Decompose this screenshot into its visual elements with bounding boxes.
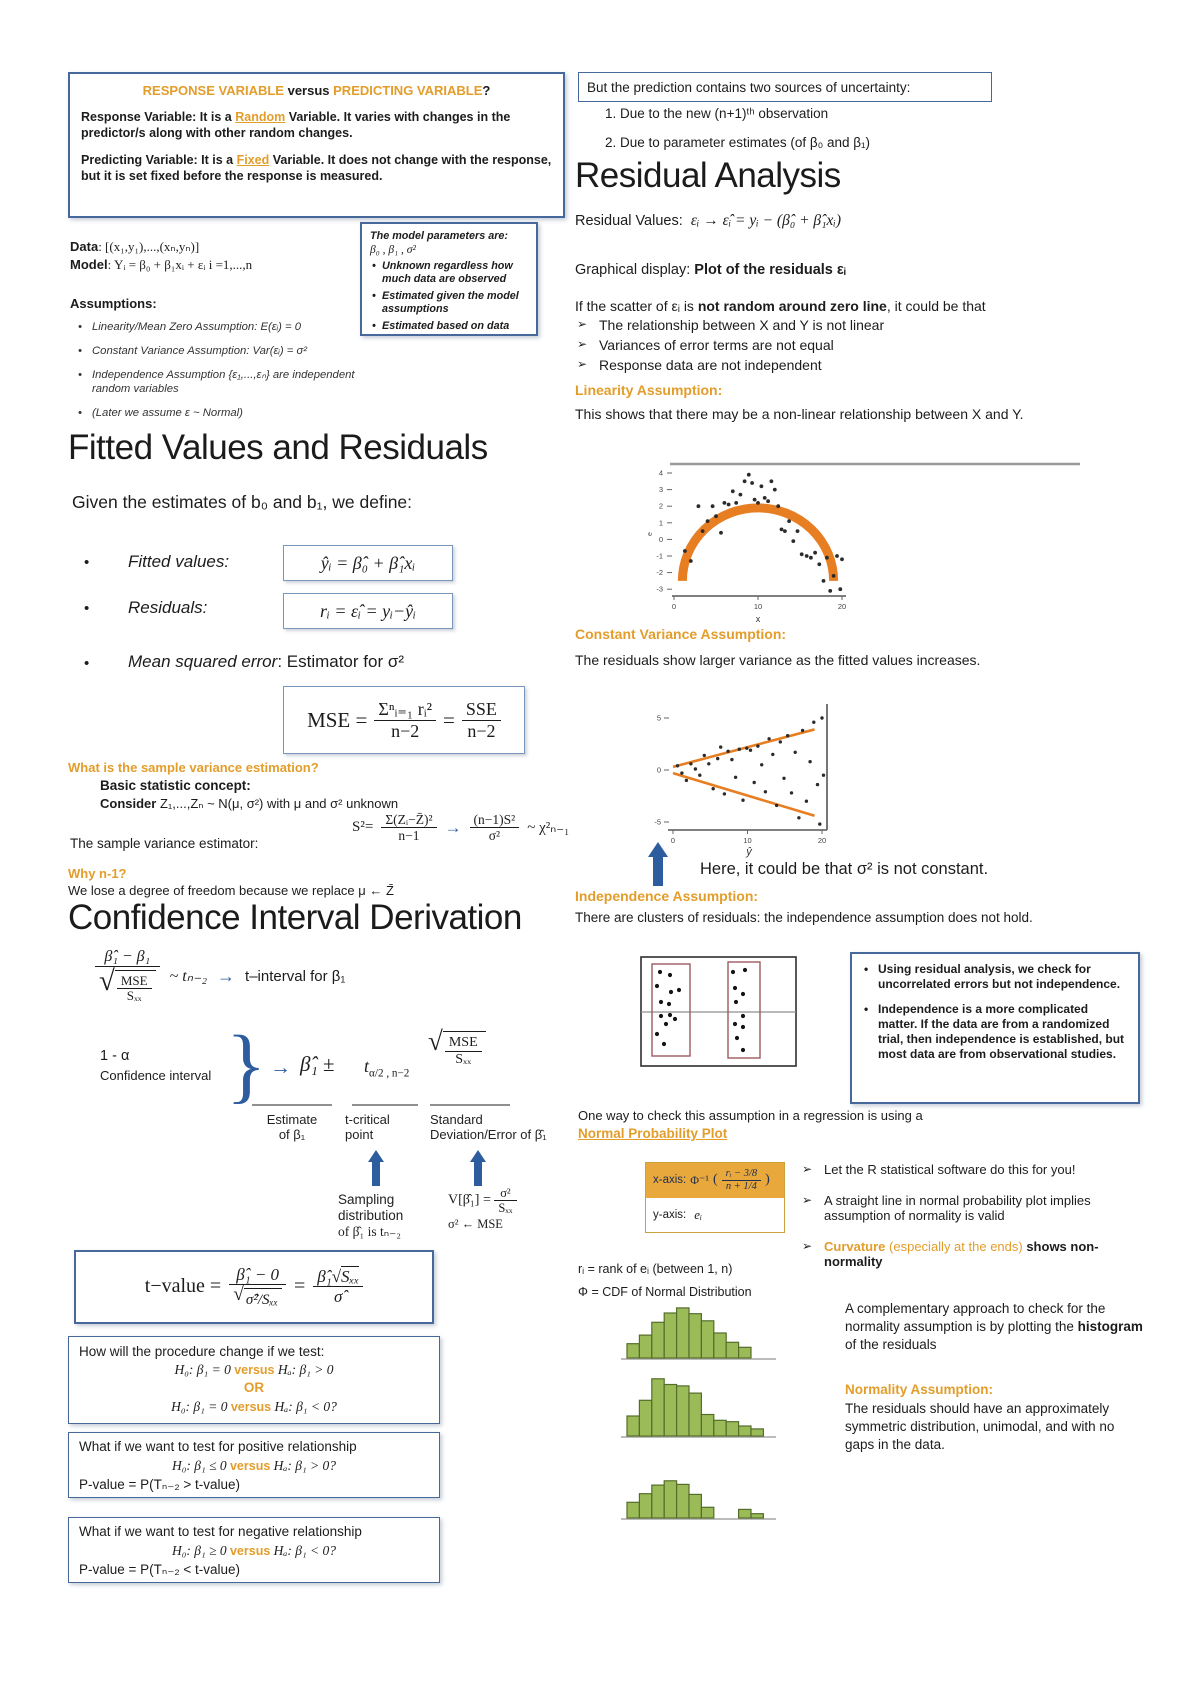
svg-text:0: 0 <box>656 765 661 775</box>
svg-text:4: 4 <box>658 468 663 478</box>
variance-plot-svg <box>635 698 870 860</box>
how-will-procedure-box: How will the procedure change if we test: H₀: β₁ = 0 versus Hₐ: β₁ > 0 OR H₀: β₁ = 0 versus Hₐ: β₁ < 0? <box>68 1336 440 1424</box>
svg-text:0: 0 <box>671 602 677 611</box>
clusters-plot-svg <box>640 956 798 1068</box>
fitted-values-heading: Fitted Values and Residuals <box>68 428 488 467</box>
histogram-1-svg <box>618 1298 780 1366</box>
one-way-line: One way to check this assumption in a regression is using a <box>578 1108 923 1123</box>
residual-analysis-side-box <box>850 952 1140 1104</box>
uncertainty-box: But the prediction contains two sources of uncertainty: <box>578 72 992 102</box>
svg-text:20: 20 <box>837 602 847 611</box>
brace-icon: } <box>226 1019 267 1112</box>
hypothesis-line: H₀: β₁ ≥ 0 versus Hₐ: β₁ < 0? <box>171 1542 337 1558</box>
random-link: Random <box>235 109 286 124</box>
normality-text: The residuals should have an approximately symmetric distribution, unimodal, and with no gaps in the data. <box>845 1401 1115 1453</box>
t-value-formula-box: t−value = β̂₁ − 0 √ σ̂²/Sₓₓ = $\frac{\text{β̂₁√Sₓₓ}}{\sigmâ}$ <box>74 1250 434 1324</box>
assumptions-block <box>70 296 370 431</box>
model-parameters-box <box>360 222 538 336</box>
svg-text:-2: -2 <box>656 568 663 578</box>
variance-of-beta-note: V[β̂₁] = $\frac{\text{σ²}}{\text{Sₓₓ}}$ σ² ← MSE <box>448 1186 517 1232</box>
negative-relationship-box: What if we want to test for negative relationship H₀: β₁ ≥ 0 versus Hₐ: β₁ < 0? P-value = P(Tₙ₋₂ < t-value) <box>68 1517 440 1583</box>
given-estimates-line: Given the estimates of b₀ and b₁, we define: <box>72 492 413 512</box>
histogram-3-svg <box>618 1458 780 1526</box>
params-bullet: • Estimated given the model assumptions <box>370 290 528 317</box>
svg-text:0: 0 <box>670 836 676 845</box>
complementary-paragraph: A complementary approach to check for the normality assumption is by plotting the histogram of the residuals <box>845 1301 1143 1353</box>
cdf-note: Φ = CDF of Normal Distribution <box>578 1285 752 1299</box>
params-bullet: • Estimated based on data <box>370 320 528 333</box>
one-alpha-block: 1 - α Confidence interval <box>100 1048 212 1083</box>
fixed-link: Fixed <box>236 152 270 167</box>
up-arrow-icon <box>648 842 668 886</box>
arrow-right-icon: → <box>270 1056 291 1079</box>
hypothesis-line-1: H₀: β₁ = 0 versus Hₐ: β₁ > 0 <box>174 1362 334 1378</box>
rank-note: rᵢ = rank of eᵢ (between 1, n) <box>578 1262 733 1276</box>
ci-derivation-formula: β̂₁ − β₁ √ $\frac{\text{MSE}}{\text{Sₓₓ}}$ ~ tₙ₋₂ → t–interval for β₁ <box>95 948 345 1004</box>
fitted-values-label: Fitted values: <box>128 552 230 571</box>
residual-analysis-heading: Residual Analysis <box>575 156 841 195</box>
x-axis-cell: x-axis: Φ⁻¹ ( $\frac{\text{rᵢ − 3/8}}{n + 1/4}$ ) <box>646 1163 784 1198</box>
data-line: Data: [(x₁,y₁),...,(xₙ,yₙ)] <box>70 239 200 254</box>
sigma-not-constant-note: Here, it could be that σ² is not constant. <box>700 860 989 878</box>
svg-text:5: 5 <box>656 713 661 723</box>
bullet-dot: • <box>84 655 90 672</box>
scatter-paragraph: If the scatter of εᵢ is not random around zero line, it could be that ➢ The relationship between X and Y is not linear ➢ Variances of error terms are not equal ➢ Response data are not independent <box>575 298 1140 377</box>
assumption-item: • Constant Variance Assumption: Var(εᵢ) = σ² <box>76 344 370 358</box>
hypothesis-line: H₀: β₁ ≤ 0 versus Hₐ: β₁ > 0? <box>171 1457 337 1473</box>
response-variable-paragraph: Response Variable: It is a Random Variable. It varies with changes in the predictor/s along with other random changes. <box>81 109 511 140</box>
histogram-symmetric <box>618 1298 780 1371</box>
independence-title: Independence Assumption: <box>575 888 759 904</box>
consider-line: Consider Z₁,...,Zₙ ~ N(μ, σ²) with μ and σ² unknown <box>100 796 399 811</box>
hypothesis-line-2: H₀: β₁ = 0 versus Hₐ: β₁ < 0? <box>171 1398 337 1414</box>
t-critical-label: t-critical point <box>345 1112 390 1143</box>
scatter-bullets <box>575 317 1140 373</box>
npp-bullet-straight-line: ➢ A straight line in normal probability plot implies assumption of normality is valid <box>800 1193 1124 1223</box>
residuals-label: Residuals: <box>128 598 208 617</box>
svg-text:0: 0 <box>658 534 663 544</box>
npp-bullet-curvature: ➢ Curvature (especially at the ends) shows non-normality <box>800 1239 1124 1269</box>
scatter-bullet: ➢ The relationship between X and Y is not linear <box>575 317 1140 333</box>
model-line: Model: Yᵢ = β₀ + β₁xᵢ + εᵢ i =1,...,n <box>70 256 253 272</box>
svg-text:10: 10 <box>753 602 763 611</box>
degree-of-freedom-line: We lose a degree of freedom because we replace μ ← Z̄ <box>68 883 394 898</box>
npp-bullet-r: ➢ Let the R statistical software do this for you! <box>800 1162 1150 1177</box>
residuals-formula-box: rᵢ = ε̂ᵢ = yᵢ−ŷᵢ <box>283 593 453 629</box>
npp-axis-box <box>645 1162 785 1233</box>
y-axis-cell: y-axis: eᵢ <box>646 1198 784 1232</box>
std-error-label: Standard Deviation/Error of β̂₁ <box>430 1112 547 1143</box>
graphical-display-line: Graphical display: Plot of the residuals εᵢ <box>575 262 846 278</box>
svg-text:x: x <box>755 614 761 624</box>
linearity-residual-plot <box>628 456 1088 641</box>
svg-text:ŷ: ŷ <box>746 846 752 858</box>
bullet-dot: • <box>84 554 90 571</box>
response-vs-predicting-box <box>68 72 565 218</box>
box-title: RESPONSE VARIABLE versus PREDICTING VARIABLE? <box>142 83 491 98</box>
underline-tcritical <box>352 1104 418 1106</box>
up-arrow-icon <box>368 1150 384 1186</box>
data-model-block <box>70 238 252 273</box>
histogram-2-svg <box>618 1376 780 1444</box>
assumptions-title: Assumptions: <box>70 296 157 311</box>
independence-text: There are clusters of residuals: the independence assumption does not hold. <box>575 910 1033 925</box>
mse-label: Mean squared error: Estimator for σ² <box>128 652 404 671</box>
sample-variance-estimator-label: The sample variance estimator: <box>70 836 259 851</box>
params-title: The model parameters are: <box>370 230 509 242</box>
svg-text:10: 10 <box>743 836 752 845</box>
variance-funnel-plot <box>635 698 870 865</box>
histogram-with-gap <box>618 1458 780 1531</box>
svg-text:1: 1 <box>658 518 663 528</box>
svg-text:-1: -1 <box>656 551 663 561</box>
svg-text:2: 2 <box>658 501 663 511</box>
npp-bullets <box>800 1162 1150 1273</box>
underline-stderr <box>430 1104 510 1106</box>
residual-values-line: Residual Values: εᵢ → ε̂ᵢ = yᵢ − (β̂₀ + β̂₁xᵢ) <box>575 212 842 229</box>
scatter-bullet: ➢ Variances of error terms are not equal <box>575 337 1140 353</box>
side-box-bullet: • Independence is a more complicated matter. If the data are from a randomized trial, then independence is established, but most data are from observational studies. <box>862 1002 1128 1062</box>
linearity-plot-svg <box>628 456 1088 636</box>
side-box-bullet: • Using residual analysis, we check for uncorrelated errors but not independence. <box>862 962 1128 992</box>
constant-variance-text: The residuals show larger variance as the fitted values increases. <box>575 652 981 668</box>
assumption-item: • Linearity/Mean Zero Assumption: E(εᵢ) = 0 <box>76 320 370 334</box>
uncertainty-item: 2. Due to parameter estimates (of β₀ and β₁) <box>620 135 870 150</box>
sqrt-mse-sxx: √ $\frac{\text{MSE}}{\text{Sₓₓ}}$ <box>428 1028 486 1067</box>
confidence-interval-heading: Confidence Interval Derivation <box>68 898 522 937</box>
normality-title: Normality Assumption: <box>845 1382 994 1397</box>
arrow-right-icon: → <box>444 817 462 837</box>
fitted-values-formula-box: ŷᵢ = β̂₀ + β̂₁xᵢ <box>283 545 453 581</box>
histogram-skewed <box>618 1376 780 1449</box>
underline-estimate <box>252 1104 332 1106</box>
basic-concept-line: Basic statistic concept: <box>100 778 251 793</box>
predicting-variable-paragraph: Predicting Variable: It is a Fixed Variable. It does not change with the response, but it is set fixed before the response is measured. <box>81 152 552 183</box>
mse-formula-box: MSE = $\frac{\text{Σⁿᵢ₌₁ rᵢ²}}{n-2}$ = $\frac{\text{SSE}}{n-2}$ <box>283 686 525 754</box>
beta-plusminus: β̂₁ ± <box>300 1052 335 1076</box>
up-arrow-icon <box>470 1150 486 1186</box>
p-value-line: P-value = P(Tₙ₋₂ > t-value) <box>79 1476 241 1492</box>
or-label: OR <box>243 1380 265 1396</box>
linearity-text: This shows that there may be a non-linear relationship between X and Y. <box>575 406 1024 422</box>
constant-variance-title: Constant Variance Assumption: <box>575 626 787 642</box>
t-critical-term: $t_{\alpha/2 , n-2}$ <box>364 1056 410 1080</box>
p-value-line: P-value = P(Tₙ₋₂ < t-value) <box>79 1561 241 1577</box>
normal-probability-plot-link: Normal Probability Plot <box>578 1126 728 1141</box>
params-symbols: β₀ , β₁ , σ² <box>370 244 416 257</box>
positive-relationship-box: What if we want to test for positive relationship H₀: β₁ ≤ 0 versus Hₐ: β₁ > 0? P-value = P(Tₙ₋₂ > t-value) <box>68 1432 440 1498</box>
svg-text:3: 3 <box>658 485 663 495</box>
linearity-title: Linearity Assumption: <box>575 382 723 398</box>
sample-variance-question: What is the sample variance estimation? <box>68 760 319 775</box>
svg-text:-5: -5 <box>654 817 661 827</box>
params-bullet: • Unknown regardless how much data are observed <box>370 260 528 287</box>
s2-formula: S²= $\frac{\text{Σ(Zᵢ−Z̄)²}}{n-1}$ → $\frac{\text{(n−1)S²}}{\text{σ²}}$ ~ χ²ₙ₋₁ <box>352 812 570 844</box>
assumption-item: • Independence Assumption {ε₁,...,εₙ} are independent random variables <box>76 368 370 396</box>
uncertainty-item: 1. Due to the new (n+1)ᵗʰ observation <box>620 106 870 121</box>
arrow-right-icon: → <box>217 965 236 986</box>
bullet-dot: • <box>84 600 90 617</box>
sampling-distribution-note: Sampling distribution of β̂₁ is tₙ₋₂ <box>338 1192 404 1239</box>
svg-text:e: e <box>647 532 654 536</box>
params-bullets <box>370 260 528 333</box>
why-n-1-label: Why n-1? <box>68 866 127 881</box>
assumption-item: • (Later we assume ε ~ Normal) <box>76 406 370 420</box>
scatter-bullet: ➢ Response data are not independent <box>575 357 1140 373</box>
estimate-label: Estimate of β₁ <box>266 1112 318 1143</box>
clusters-plot <box>640 956 798 1073</box>
svg-text:20: 20 <box>817 836 827 845</box>
assumptions-list <box>70 320 370 421</box>
svg-text:-3: -3 <box>656 584 663 594</box>
